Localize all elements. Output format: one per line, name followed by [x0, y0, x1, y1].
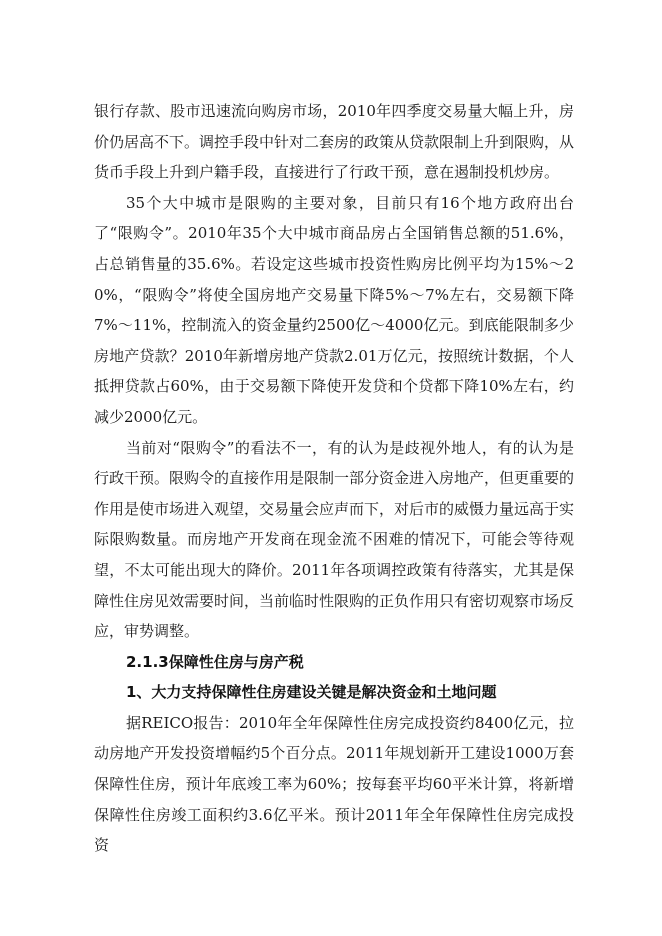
section-heading: 2.1.3保障性住房与房产税 — [126, 652, 304, 671]
paragraph-continued: 银行存款、股市迅速流向购房市场，2010年四季度交易量大幅上升，房价仍居高不下。调控手段中针对二套房的政策从贷款限制上升到限购，从货币手段上升到户籍手段，直接进行了行政干预，意在遏制投机炒房。 — [94, 102, 575, 182]
paragraph-opinions: 当前对“限购令”的看法不一，有的认为是歧视外地人，有的认为是行政干预。限购令的直接作用是限制一部分资金进入房地产，但更重要的作用是使市场进入观望，交易量会应声而下，对后市的威慑力量远高于实际限购数量。而房地产开发商在现金流不困难的情况下，可能会等待观望，不太可能出现大的降价。2011年各项调控政策有待落实，尤其是保障性住房见效需要时间，当前临时性限购的正负作用只有密切观察市场反应，审势调整。 — [94, 438, 575, 641]
subsection-heading: 1、大力支持保障性住房建设关键是解决资金和土地问题 — [126, 683, 497, 702]
paragraph-reico-report: 据REICO报告：2010年全年保障性住房完成投资约8400亿元，拉动房地产开发投资增幅约5个百分点。2011年规划新开工建设1000万套保障性住房，预计年底竣工率为60%；按每套平均60平米计算，将新增保障性住房竣工面积约3.6亿平米。预计2011年全年保障性住房完成投资 — [94, 713, 574, 855]
document-body — [94, 96, 574, 861]
paragraph-purchase-restriction: 35个大中城市是限购的主要对象，目前只有16个地方政府出台了“限购令”。2010年35个大中城市商品房占全国销售总额的51.6%，占总销售量的35.6%。若设定这些城市投资性购房比例平均为15%～20%，“限购令”将使全国房地产交易量下降5%～7%左右，交易额下降7%～11%，控制流入的资金量约2500亿～4000亿元。到底能限制多少房地产贷款？2010年新增房地产贷款2.01万亿元，按照统计数据，个人抵押贷款占60%，由于交易额下降使开发贷和个贷都下降10%左右，约减少2000亿元。 — [94, 193, 574, 426]
